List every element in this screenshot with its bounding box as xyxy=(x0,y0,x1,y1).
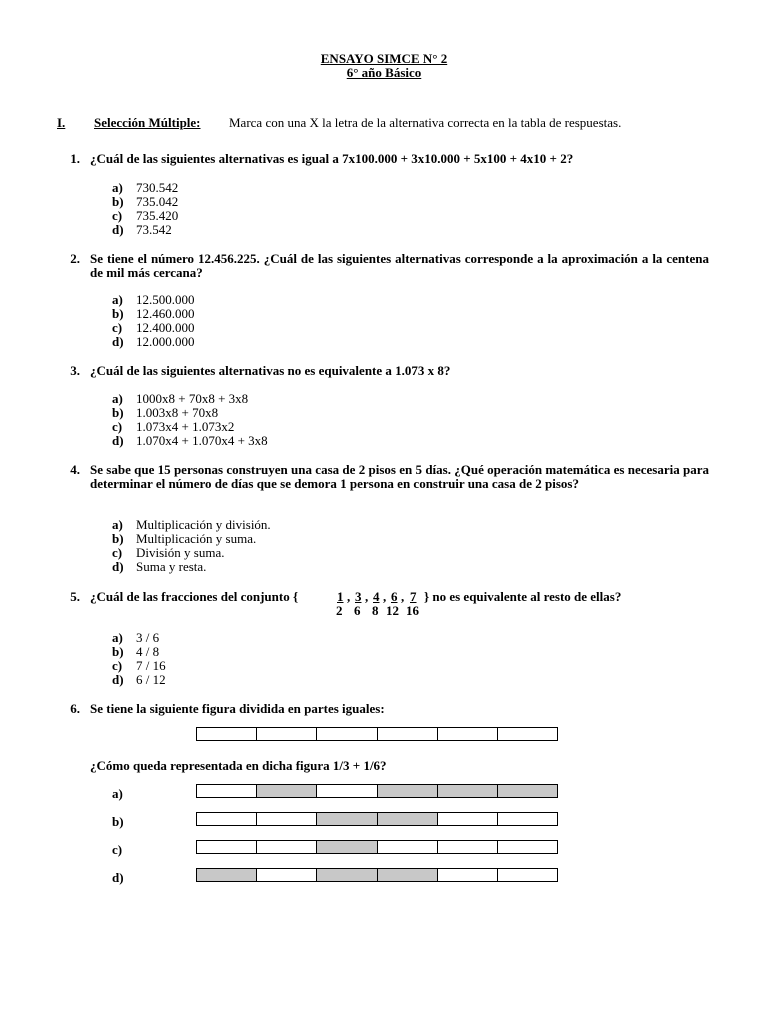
option-text: 7 / 16 xyxy=(136,658,166,673)
figure-cell xyxy=(257,869,317,881)
option-letter[interactable]: a) xyxy=(112,180,123,195)
option-text: División y suma. xyxy=(136,545,225,560)
fraction-denominator: 6 xyxy=(354,603,361,618)
figure-cell xyxy=(438,869,498,881)
figure-cell-shaded xyxy=(257,785,317,797)
fraction-separator: , xyxy=(401,589,405,604)
fraction-denominator: 2 xyxy=(336,603,343,618)
figure-cell xyxy=(498,728,557,740)
option-text: 1.073x4 + 1.073x2 xyxy=(136,419,235,434)
question-text: Se tiene la siguiente figura dividida en partes iguales: xyxy=(90,701,385,716)
fraction-separator: , xyxy=(365,589,369,604)
option-text: 12.460.000 xyxy=(136,306,195,321)
figure-cell xyxy=(498,869,557,881)
option-letter[interactable]: b) xyxy=(112,531,124,546)
question-number: 4. xyxy=(70,462,80,477)
figure-cell-shaded xyxy=(378,813,438,825)
question-text-before: ¿Cuál de las fracciones del conjunto { xyxy=(90,589,299,604)
question-number: 1. xyxy=(70,151,80,166)
figure-cell xyxy=(438,813,498,825)
option-text: 12.500.000 xyxy=(136,292,195,307)
figure-cell xyxy=(317,728,377,740)
option-text: Multiplicación y división. xyxy=(136,517,271,532)
option-letter[interactable]: b) xyxy=(112,194,124,209)
question-number: 5. xyxy=(70,589,80,604)
option-text: 1000x8 + 70x8 + 3x8 xyxy=(136,391,249,406)
option-text: 3 / 6 xyxy=(136,630,160,645)
option-text: 73.542 xyxy=(136,222,172,237)
figure-cell xyxy=(257,841,317,853)
question-text: Se sabe que 15 personas construyen una casa de 2 pisos en 5 días. ¿Qué operación matemática es necesaria para determinar el número de días que se demora 1 persona en construir una casa de 2 pisos? xyxy=(90,462,709,491)
figure-cell-shaded xyxy=(317,841,377,853)
fraction-numerator: 1 xyxy=(337,589,344,604)
fraction-numerator: 3 xyxy=(355,589,362,604)
figure-option-c[interactable] xyxy=(196,840,558,854)
figure-option-b[interactable] xyxy=(196,812,558,826)
fraction-denominator: 16 xyxy=(406,603,419,618)
option-letter[interactable]: d) xyxy=(112,433,124,448)
fraction-numerator: 7 xyxy=(410,589,417,604)
option-letter[interactable]: c) xyxy=(112,545,123,560)
option-text: 6 / 12 xyxy=(136,672,166,687)
fraction-denominator: 12 xyxy=(386,603,399,618)
question-text-after: } no es equivalente al resto de ellas? xyxy=(424,589,622,604)
option-text: 735.042 xyxy=(136,194,179,209)
figure-cell xyxy=(378,841,438,853)
option-letter[interactable]: c) xyxy=(112,208,123,223)
figure-cell-shaded xyxy=(438,785,498,797)
option-text: Multiplicación y suma. xyxy=(136,531,257,546)
question-number: 6. xyxy=(70,701,80,716)
option-text: 730.542 xyxy=(136,180,179,195)
option-letter[interactable]: a) xyxy=(112,786,123,801)
figure-cell-shaded xyxy=(317,813,377,825)
figure-cell xyxy=(257,728,317,740)
exam-title: ENSAYO SIMCE N° 2 xyxy=(320,51,448,66)
figure-cell-shaded xyxy=(317,869,377,881)
fraction-denominator: 8 xyxy=(372,603,379,618)
option-text: 4 / 8 xyxy=(136,644,160,659)
option-text: Suma y resta. xyxy=(136,559,207,574)
figure-cell-shaded xyxy=(498,785,557,797)
exam-subtitle: 6° año Básico xyxy=(346,65,422,80)
option-letter[interactable]: d) xyxy=(112,222,124,237)
figure-cell-shaded xyxy=(378,785,438,797)
option-letter[interactable]: d) xyxy=(112,334,124,349)
figure-cell xyxy=(197,785,257,797)
question-text: Se tiene el número 12.456.225. ¿Cuál de las siguientes alternativas corresponde a la aproximación a la centena de mil más cercana? xyxy=(90,251,709,280)
figure-cell xyxy=(197,813,257,825)
option-text: 1.003x8 + 70x8 xyxy=(136,405,219,420)
option-text: 735.420 xyxy=(136,208,179,223)
question-number: 3. xyxy=(70,363,80,378)
figure-option-d[interactable] xyxy=(196,868,558,882)
option-text: 12.000.000 xyxy=(136,334,195,349)
question-subtext: ¿Cómo queda representada en dicha figura 1/3 + 1/6? xyxy=(90,758,387,773)
option-letter[interactable]: c) xyxy=(112,842,123,857)
option-letter[interactable]: d) xyxy=(112,559,124,574)
option-letter[interactable]: a) xyxy=(112,391,123,406)
option-text: 1.070x4 + 1.070x4 + 3x8 xyxy=(136,433,268,448)
fraction-numerator: 6 xyxy=(391,589,398,604)
figure-option-a[interactable] xyxy=(196,784,558,798)
option-letter[interactable]: b) xyxy=(112,405,124,420)
option-letter[interactable]: a) xyxy=(112,292,123,307)
figure-cell-shaded xyxy=(378,869,438,881)
question-text: ¿Cuál de las siguientes alternativas no es equivalente a 1.073 x 8? xyxy=(90,363,451,378)
option-letter[interactable]: d) xyxy=(112,870,124,885)
figure-cell xyxy=(438,728,498,740)
option-letter[interactable]: c) xyxy=(112,419,123,434)
section-instruction: Marca con una X la letra de la alternativa correcta en la tabla de respuestas. xyxy=(229,115,622,130)
option-letter[interactable]: c) xyxy=(112,658,123,673)
fraction-numerator: 4 xyxy=(373,589,380,604)
figure-cell-shaded xyxy=(197,869,257,881)
figure-cell xyxy=(378,728,438,740)
figure-cell xyxy=(197,841,257,853)
option-letter[interactable]: b) xyxy=(112,644,124,659)
figure-cell xyxy=(498,813,557,825)
option-letter[interactable]: b) xyxy=(112,814,124,829)
question-text: ¿Cuál de las siguientes alternativas es igual a 7x100.000 + 3x10.000 + 5x100 + 4x10 + 2? xyxy=(90,151,574,166)
section-label: Selección Múltiple: xyxy=(94,115,201,130)
option-letter[interactable]: a) xyxy=(112,630,123,645)
fraction-separator: , xyxy=(347,589,351,604)
fraction-separator: , xyxy=(383,589,387,604)
option-letter[interactable]: d) xyxy=(112,672,124,687)
figure-base xyxy=(196,727,558,741)
figure-cell xyxy=(498,841,557,853)
option-text: 12.400.000 xyxy=(136,320,195,335)
option-letter[interactable]: a) xyxy=(112,517,123,532)
figure-cell xyxy=(317,785,377,797)
option-letter[interactable]: b) xyxy=(112,306,124,321)
section-number: I. xyxy=(57,115,66,130)
figure-cell xyxy=(257,813,317,825)
question-number: 2. xyxy=(70,251,80,266)
figure-cell xyxy=(197,728,257,740)
figure-cell xyxy=(438,841,498,853)
option-letter[interactable]: c) xyxy=(112,320,123,335)
